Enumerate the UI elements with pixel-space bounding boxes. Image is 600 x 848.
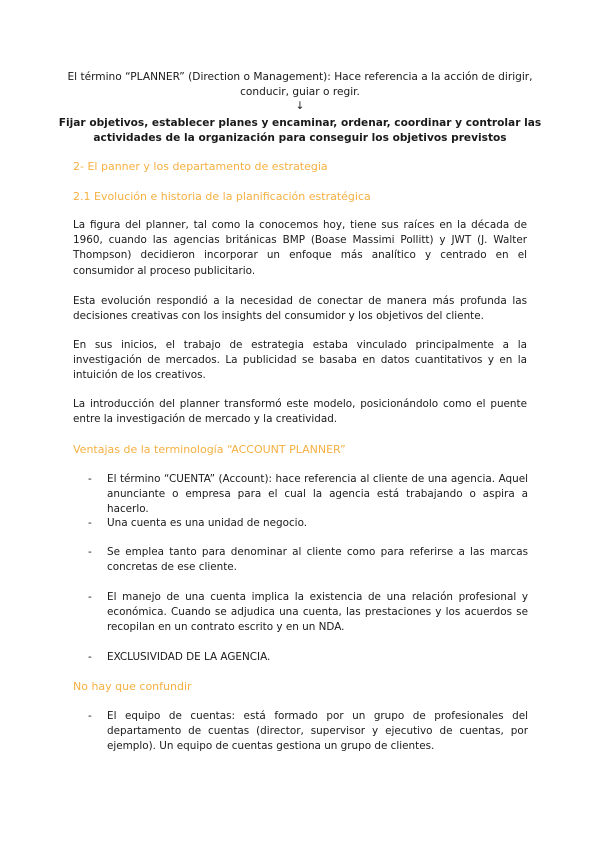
list-item-text: EXCLUSIVIDAD DE LA AGENCIA. (107, 651, 271, 663)
bold-line-2: actividades de la organización para conseguir los objetivos previstos (93, 132, 507, 144)
intro-bold-statement (40, 116, 560, 146)
bullet-dash: - (88, 517, 92, 529)
paragraph: La figura del planner, tal como la conocemos hoy, tiene sus raíces en la década de 1960, cuando las agencias británicas BMP (Boase Massimi Pollitt) y JWT (J. Walter Thompson) decidieron incorporar un enfoque más analítico y centrado en el consumidor al proceso publicitario. (73, 219, 527, 277)
intro-line-1: El término “PLANNER” (Direction o Management): Hace referencia a la acción de dirigir, (67, 71, 533, 83)
ventajas-heading: Ventajas de la terminología “ACCOUNT PLANNER” (73, 443, 346, 456)
list-item (88, 590, 528, 636)
section-heading: 2- El panner y los departamento de estrategia (73, 160, 328, 173)
bullet-dash: - (88, 591, 92, 603)
list-item-text: El manejo de una cuenta implica la existencia de una relación profesional y económica. Cuando se adjudica una cuenta, las prestaciones y los acuerdos se recopilan en un contrato escrito y en un NDA. (107, 591, 528, 634)
list-item-text: El término “CUENTA” (Account): hace referencia al cliente de una agencia. Aquel anunciante o empresa para el cual la agencia está trabajando o aspira a hacerlo. (107, 473, 528, 516)
bullet-dash: - (88, 546, 92, 558)
paragraph: En sus inicios, el trabajo de estrategia estaba vinculado principalmente a la investigación de mercados. La publicidad se basaba en datos cuantitativos y en la intuición de los creativos. (73, 339, 527, 382)
list-item-text: Se emplea tanto para denominar al cliente como para referirse a las marcas concretas de ese cliente. (107, 546, 528, 574)
list-item (88, 472, 528, 518)
bold-line-1: Fijar objetivos, establecer planes y encaminar, ordenar, coordinar y controlar las (58, 117, 542, 129)
intro-definition (40, 70, 560, 113)
list-item (88, 650, 528, 665)
paragraph: La introducción del planner transformó este modelo, posicionándolo como el puente entre la investigación de mercado y la creatividad. (73, 398, 527, 426)
bullet-dash: - (88, 710, 92, 722)
list-item (88, 516, 528, 531)
down-arrow-icon: ↓ (295, 100, 305, 112)
list-item (88, 709, 528, 755)
confundir-heading: No hay que confundir (73, 680, 192, 693)
list-item-text: Una cuenta es una unidad de negocio. (107, 517, 308, 529)
paragraph: Esta evolución respondió a la necesidad de conectar de manera más profunda las decisiones creativas con los insights del consumidor y los objetivos del cliente. (73, 295, 527, 323)
bullet-dash: - (88, 651, 92, 663)
bullet-dash: - (88, 473, 92, 485)
list-item-text: El equipo de cuentas: está formado por un grupo de profesionales del departamento de cuentas (director, supervisor y ejecutivo de cuentas, por ejemplo). Un equipo de cuentas gestiona un grupo de clientes. (107, 710, 528, 753)
subsection-heading: 2.1 Evolución e historia de la planificación estratégica (73, 190, 371, 203)
intro-line-2: conducir, guiar o regir. (240, 86, 360, 98)
list-item (88, 545, 528, 575)
